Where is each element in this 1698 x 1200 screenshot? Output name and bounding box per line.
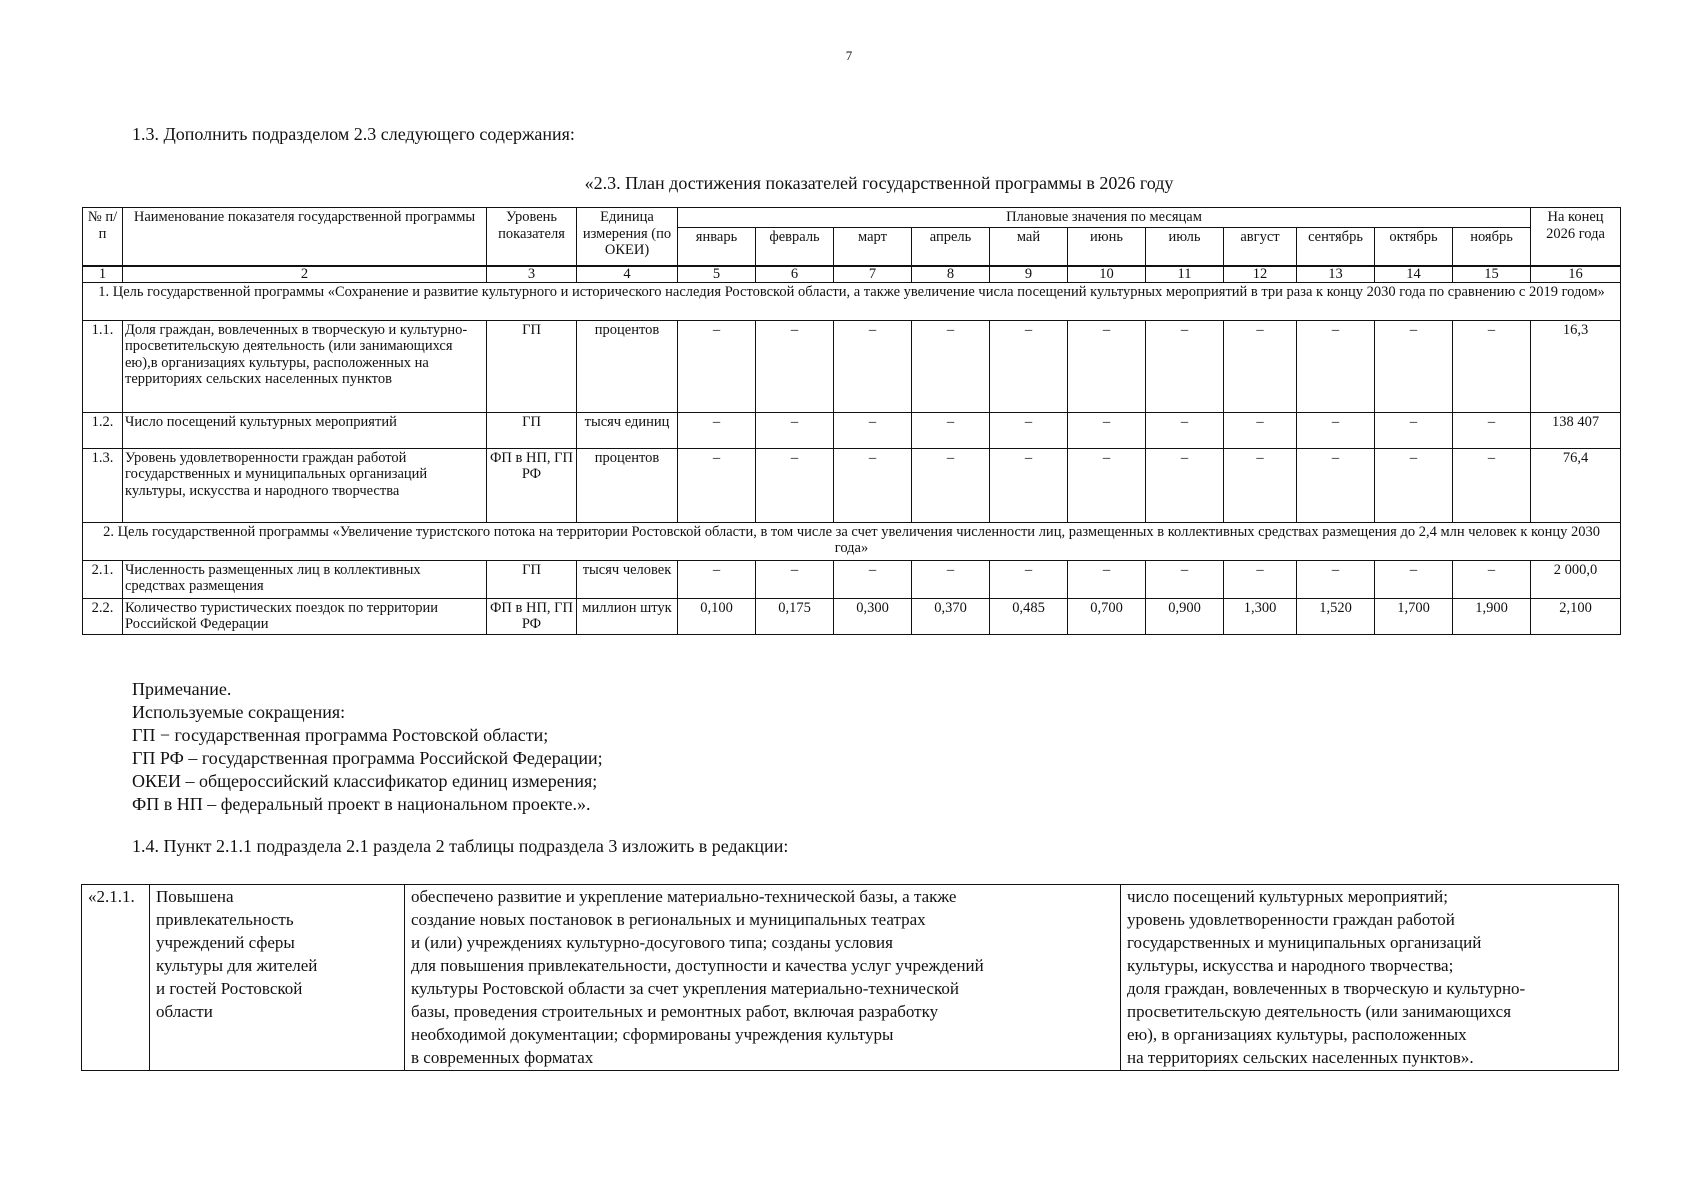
- row-month-value: –: [912, 412, 990, 448]
- row-end-value: 16,3: [1531, 320, 1621, 412]
- row-month-value: –: [756, 448, 834, 522]
- header-unit: Единица измерения (по ОКЕИ): [577, 208, 678, 266]
- column-number: 10: [1068, 266, 1146, 283]
- table-title: «2.3. План достижения показателей государственной программы в 2026 году: [584, 173, 1174, 193]
- header-month: март: [834, 228, 912, 266]
- edit-line: Повышена: [156, 887, 234, 906]
- row-month-value: –: [1375, 448, 1453, 522]
- table-row: [83, 320, 1621, 412]
- header-month: апрель: [912, 228, 990, 266]
- row-name: Уровень удовлетворенности граждан работой государственных и муниципальных организаций культуры, искусства и народного творчества: [123, 448, 487, 522]
- row-month-value: –: [1146, 320, 1224, 412]
- row-month-value: –: [990, 560, 1068, 598]
- header-month: ноябрь: [1453, 228, 1531, 266]
- row-month-value: –: [1297, 320, 1375, 412]
- row-unit: миллион штук: [577, 598, 678, 634]
- row-month-value: –: [912, 448, 990, 522]
- header-monthly: Плановые значения по месяцам: [678, 208, 1531, 228]
- edit-line: для повышения привлекательности, доступности и качества услуг учреждений: [411, 956, 984, 975]
- row-month-value: 1,520: [1297, 598, 1375, 634]
- row-num: 2.1.: [83, 560, 123, 598]
- row-month-value: –: [834, 560, 912, 598]
- column-number: 3: [487, 266, 577, 283]
- table-row: [83, 448, 1621, 522]
- notes: [132, 678, 603, 816]
- row-name: Количество туристических поездок по территории Российской Федерации: [123, 598, 487, 634]
- header-end: На конец 2026 года: [1531, 208, 1621, 266]
- row-month-value: –: [1453, 412, 1531, 448]
- row-month-value: 0,700: [1068, 598, 1146, 634]
- row-end-value: 76,4: [1531, 448, 1621, 522]
- row-month-value: –: [1375, 560, 1453, 598]
- column-number: 6: [756, 266, 834, 283]
- row-month-value: –: [678, 448, 756, 522]
- edit-line: культуры, искусства и народного творчества;: [1127, 956, 1454, 975]
- column-number: 7: [834, 266, 912, 283]
- row-month-value: –: [756, 320, 834, 412]
- edit-line: культуры для жителей: [156, 956, 318, 975]
- row-month-value: 1,300: [1224, 598, 1297, 634]
- row-month-value: –: [834, 412, 912, 448]
- row-level: ГП: [487, 412, 577, 448]
- row-month-value: –: [990, 412, 1068, 448]
- row-month-value: –: [678, 412, 756, 448]
- column-number: 13: [1297, 266, 1375, 283]
- header-month: август: [1224, 228, 1297, 266]
- row-month-value: 0,300: [834, 598, 912, 634]
- column-number: 2: [123, 266, 487, 283]
- edit-task: [150, 885, 405, 1071]
- row-level: ГП: [487, 320, 577, 412]
- row-month-value: –: [1297, 412, 1375, 448]
- row-month-value: –: [1068, 448, 1146, 522]
- note-line: ОКЕИ – общероссийский классификатор единиц измерения;: [132, 771, 598, 791]
- row-month-value: 0,485: [990, 598, 1068, 634]
- table-row: [83, 598, 1621, 634]
- edit-line: просветительскую деятельность (или занимающихся: [1127, 1002, 1512, 1021]
- header-name: Наименование показателя государственной программы: [123, 208, 487, 266]
- row-month-value: –: [1297, 560, 1375, 598]
- header-month: май: [990, 228, 1068, 266]
- header-level: Уровень показателя: [487, 208, 577, 266]
- row-name: Численность размещенных лиц в коллективных средствах размещения: [123, 560, 487, 598]
- row-level: ФП в НП, ГП РФ: [487, 598, 577, 634]
- header-month: июль: [1146, 228, 1224, 266]
- column-number: 4: [577, 266, 678, 283]
- edit-line: уровень удовлетворенности граждан работой: [1127, 910, 1455, 929]
- column-number: 8: [912, 266, 990, 283]
- row-month-value: –: [912, 560, 990, 598]
- column-number: 14: [1375, 266, 1453, 283]
- edit-line: создание новых постановок в региональных и муниципальных театрах: [411, 910, 926, 929]
- table-row: [83, 560, 1621, 598]
- row-month-value: 1,700: [1375, 598, 1453, 634]
- paragraph-1-4: 1.4. Пункт 2.1.1 подраздела 2.1 раздела 2 таблицы подраздела 3 изложить в редакции:: [132, 836, 789, 856]
- row-month-value: –: [834, 448, 912, 522]
- row-month-value: 0,370: [912, 598, 990, 634]
- edit-line: доля граждан, вовлеченных в творческую и культурно-: [1127, 979, 1526, 998]
- row-month-value: –: [1453, 320, 1531, 412]
- row-end-value: 138 407: [1531, 412, 1621, 448]
- table-row: [83, 412, 1621, 448]
- row-num: 1.3.: [83, 448, 123, 522]
- row-month-value: –: [1068, 412, 1146, 448]
- row-month-value: 0,100: [678, 598, 756, 634]
- row-num: 2.2.: [83, 598, 123, 634]
- row-month-value: –: [1146, 448, 1224, 522]
- row-month-value: –: [1375, 412, 1453, 448]
- column-number: 12: [1224, 266, 1297, 283]
- note-line: Используемые сокращения:: [132, 702, 346, 722]
- row-month-value: –: [912, 320, 990, 412]
- column-number: 15: [1453, 266, 1531, 283]
- goal-row: [83, 522, 1621, 560]
- note-line: ФП в НП – федеральный проект в национальном проекте.».: [132, 794, 591, 814]
- row-num: 1.1.: [83, 320, 123, 412]
- row-end-value: 2,100: [1531, 598, 1621, 634]
- column-number: 1: [83, 266, 123, 283]
- edit-line: области: [156, 1002, 213, 1021]
- row-unit: процентов: [577, 320, 678, 412]
- goal-text: 1. Цель государственной программы «Сохранение и развитие культурного и исторического наследия Ростовской области, а также увеличение числа посещений культурных мероприятий в три раза к концу 2030 года по сравнению с 2019 годом»: [83, 282, 1621, 320]
- column-number: 16: [1531, 266, 1621, 283]
- edit-line: на территориях сельских населенных пунктов».: [1127, 1048, 1474, 1067]
- edit-num: «2.1.1.: [82, 885, 150, 1071]
- row-month-value: –: [990, 320, 1068, 412]
- goal-text: 2. Цель государственной программы «Увеличение туристского потока на территории Ростовской области, в том числе за счет увеличения численности лиц, размещенных в коллективных средствах размещения до 2,4 млн человек к концу 2030 года»: [83, 522, 1621, 560]
- edit-line: обеспечено развитие и укрепление материально-технической базы, а также: [411, 887, 957, 906]
- row-month-value: –: [1224, 412, 1297, 448]
- row-month-value: –: [990, 448, 1068, 522]
- note-line: ГП РФ – государственная программа Российской Федерации;: [132, 748, 603, 768]
- row-month-value: 1,900: [1453, 598, 1531, 634]
- row-unit: тысяч человек: [577, 560, 678, 598]
- row-num: 1.2.: [83, 412, 123, 448]
- note-line: ГП − государственная программа Ростовской области;: [132, 725, 549, 745]
- row-month-value: –: [834, 320, 912, 412]
- edit-line: и гостей Ростовской: [156, 979, 303, 998]
- edit-line: в современных форматах: [411, 1048, 594, 1067]
- header-month: январь: [678, 228, 756, 266]
- note-line: Примечание.: [132, 679, 232, 699]
- row-month-value: –: [1068, 320, 1146, 412]
- row-month-value: 0,900: [1146, 598, 1224, 634]
- header-month: сентябрь: [1297, 228, 1375, 266]
- row-unit: тысяч единиц: [577, 412, 678, 448]
- row-month-value: –: [1453, 448, 1531, 522]
- row-month-value: –: [756, 412, 834, 448]
- edit-line: учреждений сферы: [156, 933, 295, 952]
- edit-line: государственных и муниципальных организаций: [1127, 933, 1482, 952]
- edit-line: ею), в организациях культуры, расположенных: [1127, 1025, 1467, 1044]
- plan-table: [82, 207, 1621, 635]
- row-month-value: –: [678, 320, 756, 412]
- edit-line: культуры Ростовской области за счет укрепления материально-технической: [411, 979, 959, 998]
- row-month-value: –: [678, 560, 756, 598]
- edit-description: [405, 885, 1121, 1071]
- column-number: 11: [1146, 266, 1224, 283]
- page-number: 7: [845, 48, 853, 63]
- edit-line: число посещений культурных мероприятий;: [1127, 887, 1448, 906]
- row-month-value: –: [1068, 560, 1146, 598]
- row-month-value: –: [1375, 320, 1453, 412]
- header-num: № п/п: [83, 208, 123, 266]
- row-level: ГП: [487, 560, 577, 598]
- row-unit: процентов: [577, 448, 678, 522]
- edit-line: привлекательность: [156, 910, 294, 929]
- row-month-value: –: [1146, 412, 1224, 448]
- row-level: ФП в НП, ГП РФ: [487, 448, 577, 522]
- row-month-value: –: [1146, 560, 1224, 598]
- edit-table: [81, 884, 1619, 1071]
- column-number: 5: [678, 266, 756, 283]
- edit-line: базы, проведения строительных и ремонтных работ, включая разработку: [411, 1002, 939, 1021]
- goal-row: [83, 282, 1621, 320]
- row-month-value: 0,175: [756, 598, 834, 634]
- edit-line: и (или) учреждениях культурно-досугового типа; созданы условия: [411, 933, 893, 952]
- row-name: Число посещений культурных мероприятий: [123, 412, 487, 448]
- column-number: 9: [990, 266, 1068, 283]
- edit-indicators: [1121, 885, 1619, 1071]
- row-month-value: –: [1224, 448, 1297, 522]
- header-month: июнь: [1068, 228, 1146, 266]
- row-month-value: –: [756, 560, 834, 598]
- edit-line: необходимой документации; сформированы учреждения культуры: [411, 1025, 894, 1044]
- row-month-value: –: [1224, 560, 1297, 598]
- row-month-value: –: [1297, 448, 1375, 522]
- row-end-value: 2 000,0: [1531, 560, 1621, 598]
- header-month: октябрь: [1375, 228, 1453, 266]
- header-month: февраль: [756, 228, 834, 266]
- row-name: Доля граждан, вовлеченных в творческую и культурно-просветительскую деятельность (или занимающихся ею),в организациях культуры, расположенных на территориях сельских населенных пунктов: [123, 320, 487, 412]
- row-month-value: –: [1453, 560, 1531, 598]
- paragraph-1-3: 1.3. Дополнить подразделом 2.3 следующего содержания:: [132, 124, 575, 144]
- row-month-value: –: [1224, 320, 1297, 412]
